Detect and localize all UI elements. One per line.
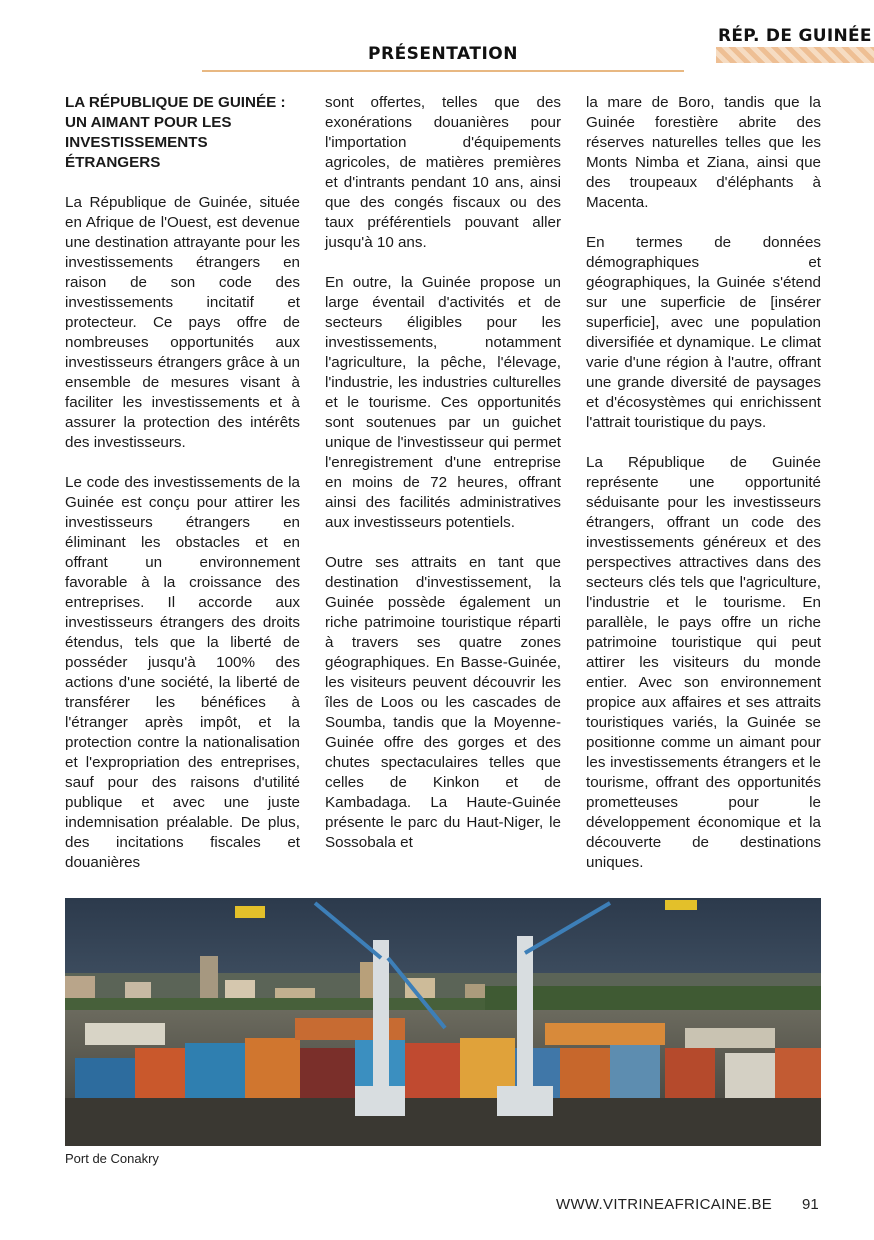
paragraph: Outre ses attraits en tant que destination d'investissement, la Guinée possède également un riche patrimoine touristique réparti à travers ses quatre zones géographiques. En Basse-Guinée, les visiteurs peuvent découvrir les îles de Loos ou les cascades de Soumba, tandis que la Moyenne-Guinée offre des gorges et des chutes spectaculaires telles que celles de Kinkon et de Kambadaga. La Haute-Guinée présente le parc du Haut-Niger, le Sossobala et (325, 554, 561, 851)
country-tag: RÉP. DE GUINÉE (718, 26, 872, 46)
paragraph: Le code des investissements de la Guinée est conçu pour attirer les investisseurs étrangers en éliminant les obstacles et en offrant un environnement favorable à la croissance des entreprises. Il accorde aux investisseurs étrangers des droits étendus, tels que la liberté de posséder jusqu'à 100% des actions d'une société, la liberté de transférer les bénéfices à l'étranger après impôt, et la protection contre la nationalisation et l'expropriation des entreprises, sauf pour des raisons d'utilité publique et avec une juste indemnisation préalable. De plus, des incitations fiscales et douanières (65, 474, 300, 871)
port-photo (65, 898, 821, 1146)
paragraph: En termes de données démographiques et géographiques, la Guinée s'étend sur une superficie de [insérer superficie], avec une population diversifiée et dynamique. Le climat varie d'une région à l'autre, offrant une grande diversité de paysages et d'écosystèmes qui enrichissent l'attrait touristique du pays. (586, 234, 821, 431)
website-link[interactable]: WWW.VITRINEAFRICAINE.BE (556, 1196, 773, 1213)
page-number: 91 (802, 1196, 819, 1213)
article-title: LA RÉPUBLIQUE DE GUINÉE : UN AIMANT POUR LES INVESTISSEMENTS ÉTRANGERS (65, 94, 286, 171)
paragraph: En outre, la Guinée propose un large éventail d'activités et de secteurs éligibles pour les investissements, notamment l'agriculture, la pêche, l'élevage, l'industrie, les industries culturelles et le tourisme. Ces opportunités sont soutenues par un guichet unique de l'investisseur qui permet l'enregistrement d'une entreprise en moins de 72 heures, offrant ainsi des facilités administratives aux investisseurs potentiels. (325, 274, 561, 531)
section-title: PRÉSENTATION (368, 44, 518, 64)
header-rule (202, 70, 684, 72)
paragraph: la mare de Boro, tandis que la Guinée forestière abrite des réserves naturelles telles que les Monts Nimba et Ziana, ainsi que des troupeaux d'éléphants à Macenta. (586, 94, 821, 211)
paragraph: La République de Guinée représente une opportunité séduisante pour les investisseurs étrangers, offrant un code des investissements généreux et des perspectives attractives dans des secteurs clés tels que l'agriculture, l'industrie et le tourisme. En parallèle, le pays offre un riche patrimoine touristique qui peut attirer les visiteurs du monde entier. Avec son environnement propice aux affaires et ses attraits touristiques variés, la Guinée se positionne comme un aimant pour les investissements étrangers et le tourisme, offrant des opportunités prometteuses pour le développement économique et la découverte de destinations uniques. (586, 454, 821, 871)
article-column-1 (65, 93, 300, 893)
paragraph: La République de Guinée, située en Afrique de l'Ouest, est devenue une destination attrayante pour les investissements étrangers en raison de son code des investissements incitatif et protecteur. Ce pays offre de nombreuses opportunités aux investisseurs étrangers grâce à un ensemble de mesures visant à faciliter les investissements et à assurer la protection des intérêts des investisseurs. (65, 194, 300, 451)
photo-caption: Port de Conakry (65, 1151, 159, 1166)
paragraph: sont offertes, telles que des exonérations douanières pour l'importation d'équipements agricoles, de matières premières et d'intrants pendant 10 ans, ainsi que des congés fiscaux ou des taux préférentiels pouvant aller jusqu'à 10 ans. (325, 94, 561, 251)
article-column-2 (325, 93, 561, 873)
decorative-pattern-strip (716, 47, 874, 63)
article-column-3 (586, 93, 821, 893)
